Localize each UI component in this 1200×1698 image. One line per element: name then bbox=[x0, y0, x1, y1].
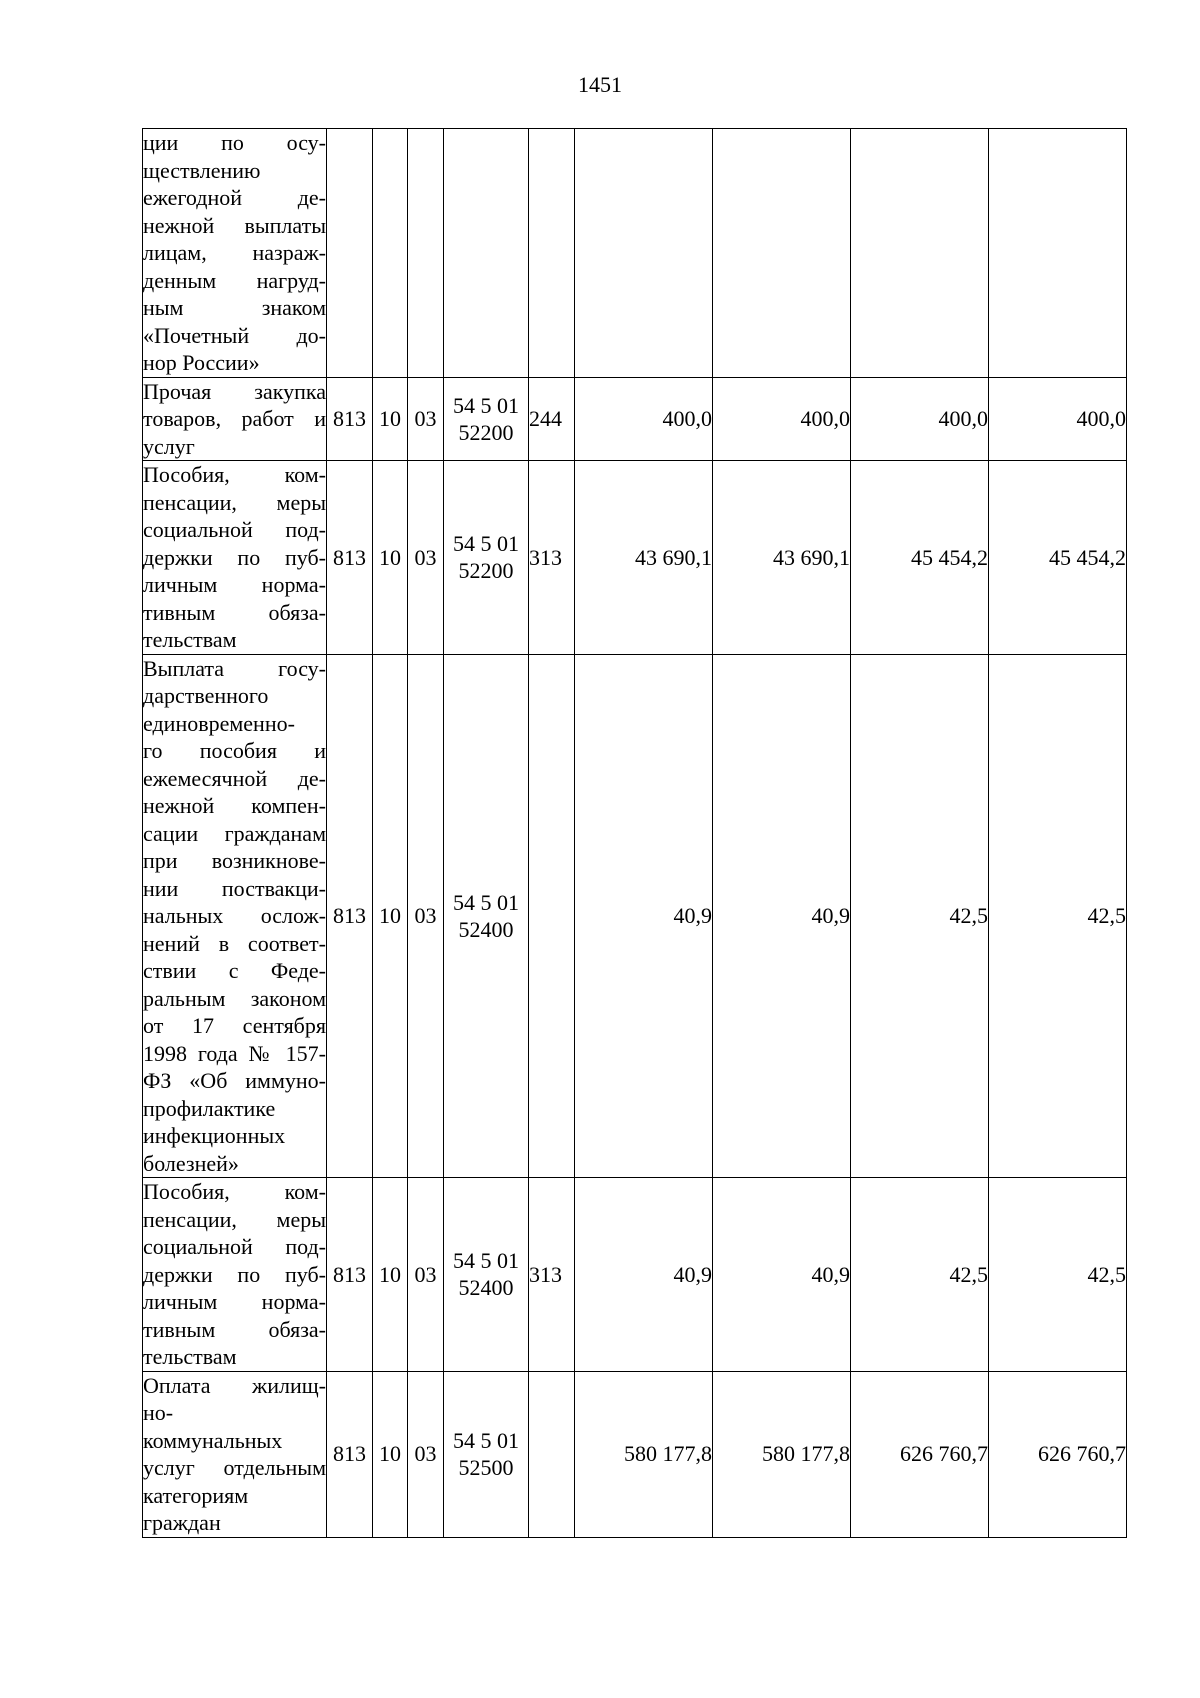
target-article-line2: 52200 bbox=[458, 558, 514, 584]
expense-name-line: тельствам bbox=[143, 627, 237, 652]
page-number: 1451 bbox=[578, 72, 622, 97]
subsection-code-cell: 03 bbox=[408, 377, 444, 461]
section-code-cell bbox=[373, 129, 408, 378]
amount-cell-4: 42,5 bbox=[989, 1178, 1127, 1372]
amount-cell-3: 42,5 bbox=[851, 654, 989, 1178]
target-article-cell bbox=[444, 1371, 529, 1537]
expense-name-line: Оплата жилищ- bbox=[143, 1372, 326, 1398]
target-article-line2: 52200 bbox=[458, 419, 514, 445]
section-code-cell: 10 bbox=[373, 461, 408, 655]
expense-name-line: профилактике bbox=[143, 1095, 276, 1121]
expense-name-line: держки по пуб- bbox=[143, 1261, 326, 1287]
expense-name-line: социальной под- bbox=[143, 1234, 326, 1259]
expense-name-line: ствии с Феде- bbox=[143, 958, 326, 983]
expense-type-cell bbox=[529, 129, 575, 378]
expense-name-line: пенсации, меры bbox=[143, 489, 326, 515]
amount-cell-4: 45 454,2 bbox=[989, 461, 1127, 655]
subsection-code-cell: 03 bbox=[408, 461, 444, 655]
expense-name-line: 1998 года № 157- bbox=[143, 1040, 326, 1066]
expense-name-line: го пособия и bbox=[143, 738, 326, 763]
expense-name-cell bbox=[143, 654, 327, 1178]
amount-cell-2: 580 177,8 bbox=[713, 1371, 851, 1537]
expense-name-line: личным норма- bbox=[143, 1289, 326, 1314]
amount-cell-4: 626 760,7 bbox=[989, 1371, 1127, 1537]
target-article-cell bbox=[444, 377, 529, 461]
amount-cell-2: 43 690,1 bbox=[713, 461, 851, 655]
target-article-line1: 54 5 01 bbox=[453, 1248, 519, 1274]
expense-type-cell: 313 bbox=[529, 461, 575, 655]
expense-type-cell bbox=[529, 1371, 575, 1537]
target-article-line1: 54 5 01 bbox=[453, 1428, 519, 1453]
expense-name-line: ФЗ «Об иммуно- bbox=[143, 1068, 326, 1093]
target-article-line1: 54 5 01 bbox=[453, 392, 519, 418]
expense-name-line: товаров, работ и bbox=[143, 406, 326, 431]
expense-name-line: тельствам bbox=[143, 1344, 237, 1369]
expense-name-line: ществлению bbox=[143, 157, 261, 183]
expense-name-line: нежной компен- bbox=[143, 793, 326, 818]
amount-cell-3: 626 760,7 bbox=[851, 1371, 989, 1537]
section-code-cell: 10 bbox=[373, 377, 408, 461]
amount-cell-4: 400,0 bbox=[989, 377, 1127, 461]
expense-name-line: лицам, назраж- bbox=[143, 240, 326, 265]
expense-name-line: ным знаком bbox=[143, 295, 326, 320]
expense-name-line: ральным законом bbox=[143, 985, 326, 1011]
amount-cell-1: 400,0 bbox=[575, 377, 713, 461]
ministry-code-cell: 813 bbox=[327, 1371, 373, 1537]
expense-name-cell bbox=[143, 129, 327, 378]
subsection-code-cell: 03 bbox=[408, 1371, 444, 1537]
section-code-cell: 10 bbox=[373, 1371, 408, 1537]
expense-name-line: сации гражданам bbox=[143, 820, 326, 846]
expense-name-line: дарственного bbox=[143, 683, 269, 708]
expense-name-line: держки по пуб- bbox=[143, 544, 326, 570]
table-row bbox=[143, 1178, 1127, 1372]
expense-name-line: нор России» bbox=[143, 350, 260, 375]
amount-cell-2: 40,9 bbox=[713, 654, 851, 1178]
expense-name-cell bbox=[143, 1371, 327, 1537]
expense-type-cell bbox=[529, 654, 575, 1178]
expense-name-line: Пособия, ком- bbox=[143, 1179, 326, 1204]
amount-cell-1 bbox=[575, 129, 713, 378]
target-article-line1: 54 5 01 bbox=[453, 531, 519, 557]
table-row bbox=[143, 129, 1127, 378]
expense-name-line: услуг отдельным bbox=[143, 1455, 326, 1480]
amount-cell-4: 42,5 bbox=[989, 654, 1127, 1178]
amount-cell-1: 580 177,8 bbox=[575, 1371, 713, 1537]
target-article-line2: 52400 bbox=[458, 916, 514, 942]
expense-name-line: ежегодной де- bbox=[143, 185, 326, 210]
amount-cell-3: 42,5 bbox=[851, 1178, 989, 1372]
amount-cell-2: 400,0 bbox=[713, 377, 851, 461]
expense-name-line: нежной выплаты bbox=[143, 212, 326, 238]
amount-cell-1: 40,9 bbox=[575, 1178, 713, 1372]
expense-name-line: граждан bbox=[143, 1510, 221, 1535]
expense-name-line: «Почетный до- bbox=[143, 322, 326, 348]
target-article-cell bbox=[444, 1178, 529, 1372]
expense-name-line: Выплата госу- bbox=[143, 655, 326, 681]
amount-cell-4 bbox=[989, 129, 1127, 378]
expense-name-cell bbox=[143, 1178, 327, 1372]
expense-type-cell: 244 bbox=[529, 377, 575, 461]
table-row bbox=[143, 654, 1127, 1178]
target-article-line2: 52500 bbox=[458, 1455, 514, 1480]
expense-name-line: коммунальных bbox=[143, 1427, 283, 1453]
section-code-cell: 10 bbox=[373, 1178, 408, 1372]
table-body bbox=[143, 129, 1127, 1538]
table-row bbox=[143, 1371, 1127, 1537]
subsection-code-cell: 03 bbox=[408, 654, 444, 1178]
expense-name-line: тивным обяза- bbox=[143, 599, 326, 625]
section-code-cell: 10 bbox=[373, 654, 408, 1178]
amount-cell-1: 40,9 bbox=[575, 654, 713, 1178]
expense-name-line: пенсации, меры bbox=[143, 1206, 326, 1232]
target-article-cell bbox=[444, 129, 529, 378]
expense-name-line: Прочая закупка bbox=[143, 378, 326, 404]
expense-name-line: нений в соответ- bbox=[143, 930, 326, 956]
expense-name-line: личным норма- bbox=[143, 572, 326, 597]
expense-name-line: нальных ослож- bbox=[143, 903, 326, 928]
target-article-line1: 54 5 01 bbox=[453, 889, 519, 915]
ministry-code-cell: 813 bbox=[327, 654, 373, 1178]
expense-name-cell bbox=[143, 461, 327, 655]
expense-type-cell: 313 bbox=[529, 1178, 575, 1372]
subsection-code-cell bbox=[408, 129, 444, 378]
target-article-cell bbox=[444, 461, 529, 655]
ministry-code-cell: 813 bbox=[327, 1178, 373, 1372]
budget-table bbox=[142, 128, 1127, 1538]
expense-name-line: категориям bbox=[143, 1482, 249, 1508]
table-row bbox=[143, 377, 1127, 461]
expense-name-line: от 17 сентября bbox=[143, 1013, 326, 1038]
target-article-cell bbox=[444, 654, 529, 1178]
expense-name-line: услуг bbox=[143, 433, 195, 459]
ministry-code-cell: 813 bbox=[327, 377, 373, 461]
expense-name-line: социальной под- bbox=[143, 517, 326, 542]
ministry-code-cell: 813 bbox=[327, 461, 373, 655]
expense-name-line: ции по осу- bbox=[143, 130, 326, 155]
amount-cell-3: 45 454,2 bbox=[851, 461, 989, 655]
amount-cell-3 bbox=[851, 129, 989, 378]
expense-name-line: тивным обяза- bbox=[143, 1316, 326, 1342]
expense-name-line: инфекционных bbox=[143, 1123, 286, 1148]
expense-name-line: ежемесячной де- bbox=[143, 765, 326, 791]
expense-name-line: болезней» bbox=[143, 1150, 239, 1176]
table-row bbox=[143, 461, 1127, 655]
amount-cell-3: 400,0 bbox=[851, 377, 989, 461]
expense-name-line: единовременно- bbox=[143, 710, 295, 736]
target-article-line2: 52400 bbox=[458, 1275, 514, 1301]
expense-name-line: при возникнове- bbox=[143, 848, 326, 873]
expense-name-line: нии поствакци- bbox=[143, 875, 326, 901]
amount-cell-1: 43 690,1 bbox=[575, 461, 713, 655]
amount-cell-2 bbox=[713, 129, 851, 378]
expense-name-line: но- bbox=[143, 1400, 174, 1425]
expense-name-cell bbox=[143, 377, 327, 461]
expense-name-line: Пособия, ком- bbox=[143, 462, 326, 487]
expense-name-line: денным нагруд- bbox=[143, 267, 326, 293]
ministry-code-cell bbox=[327, 129, 373, 378]
subsection-code-cell: 03 bbox=[408, 1178, 444, 1372]
amount-cell-2: 40,9 bbox=[713, 1178, 851, 1372]
